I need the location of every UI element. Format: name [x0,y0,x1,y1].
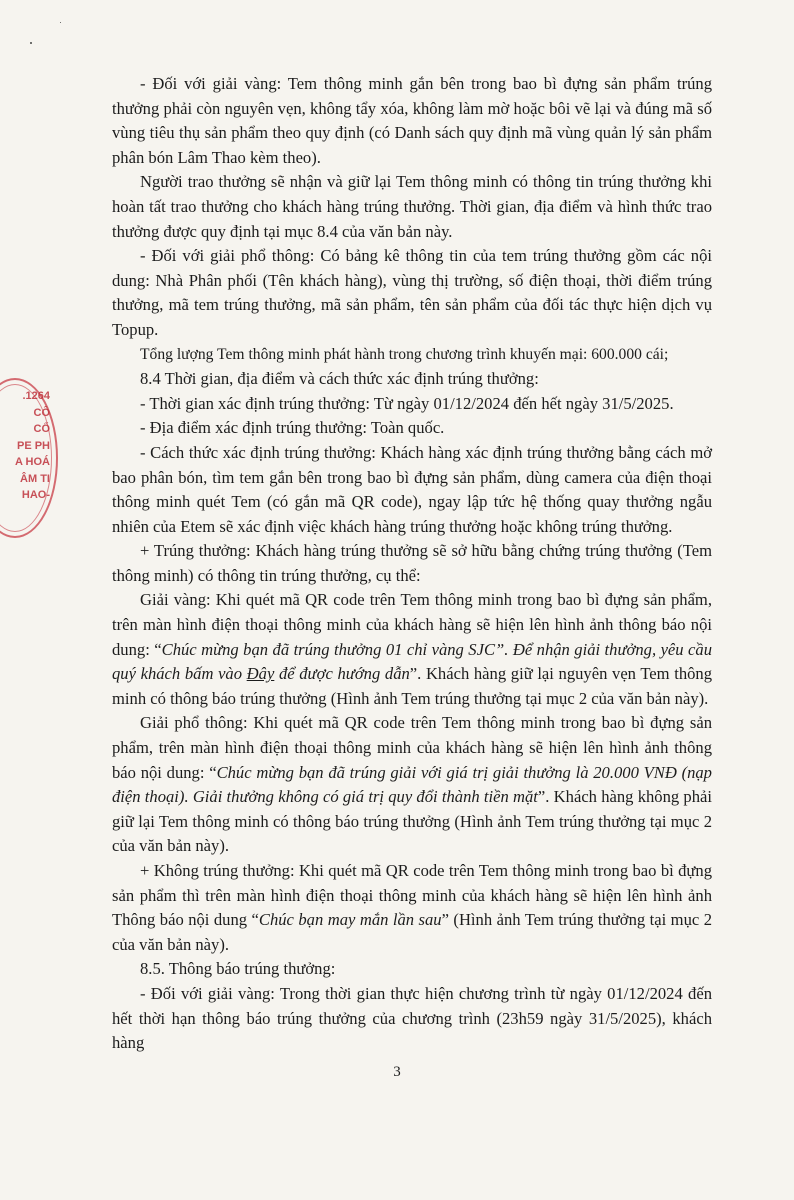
seal-text-line: A HOÁ [14,456,50,468]
paragraph-award-retention: Người trao thưởng sẽ nhận và giữ lại Tem thông minh có thông tin trúng thưởng khi hoàn tất trao thưởng cho khách hàng trúng thưởng. Thời gian, địa điểm và hình thức trao thưởng được quy định tại mục 8.4 của văn bản này. [112,172,712,241]
paragraph-location: - Địa điểm xác định trúng thưởng: Toàn quốc. [140,418,445,438]
paragraph-no-win [112,859,712,957]
gold-text-2: ”. Khách hàng giữ lại nguyên vẹn Tem thông minh có thông báo trúng thưởng (Hình ảnh Tem trúng thưởng tại mục 2 của văn bản này). [112,664,713,708]
paragraph-time: - Thời gian xác định trúng thưởng: Từ ngày 01/12/2024 đến hết ngày 31/5/2025. [140,393,674,413]
common-text-1: Giải phổ thông: Khi quét mã QR code trên Tem thông minh trong bao bì đựng sản phẩm, trên màn hình điện thoại thông minh của khách hàng sẽ hiện lên hình ảnh thông báo nội dung: “ [112,713,712,782]
paragraph-gold-notice: - Đối với giải vàng: Trong thời gian thực hiện chương trình từ ngày 01/12/2024 đến hết thời hạn thông báo trúng thưởng của chương trình (23h59 ngày 31/5/2025), khách hàng [112,983,712,1053]
seal-text-line: CÔ [33,406,50,419]
paragraph-winning: + Trúng thưởng: Khách hàng trúng thưởng sẽ sở hữu bằng chứng trúng thưởng (Tem thông minh) có thông tin trúng thưởng, cụ thể: [112,541,712,585]
paragraph-gold-condition: - Đối với giải vàng: Tem thông minh gắn bên trong bao bì đựng sản phẩm trúng thưởng phải còn nguyên vẹn, không tẩy xóa, không làm mờ hoặc bôi vẽ lại và đúng mã số vùng tiêu thụ sản phẩm theo quy định (có Danh sách quy định mã vùng quản lý sản phẩm phân bón Lâm Thao kèm theo). [112,74,712,167]
paragraph-gold-prize [112,588,712,711]
section-heading-8-4: 8.4 Thời gian, địa điểm và cách thức xác định trúng thưởng: [140,369,539,389]
document-body [112,72,712,1056]
gold-link-here[interactable]: Đây [246,664,275,684]
nowin-text-1: + Không trúng thưởng: Khi quét mã QR code trên Tem thông minh trong bao bì đựng sản phẩm thì trên màn hình điện thoại thông minh của khách hàng sẽ hiện lên hình ảnh Thông báo nội dung “ [112,861,712,930]
gold-quote-2: để được hướng dẫn [274,664,410,684]
gold-text-1: Giải vàng: Khi quét mã QR code trên Tem thông minh trong bao bì đựng sản phẩm, trên màn hình điện thoại thông minh của khách hàng sẽ hiện lên hình ảnh thông báo nội dung: “ [112,590,712,659]
nowin-text-2: ” (Hình ảnh Tem trúng thưởng tại mục 2 của văn bản này). [112,910,713,954]
company-seal-stamp [0,378,58,538]
seal-text-line: ÂM TI [20,472,50,485]
paragraph-common-condition: - Đối với giải phổ thông: Có bảng kê thông tin của tem trúng thưởng gồm các nội dung: Nhà Phân phối (Tên khách hàng), vùng thị trường, số điện thoại, thời điểm trúng thưởng, mã tem trúng thưởng, mã sản phẩm, tên sản phẩm của đối tác thực hiện dịch vụ Topup. [112,246,712,339]
common-quote: Chúc mừng bạn đã trúng giải với giá trị giải thưởng là 20.000 VNĐ (nạp điện thoại). Giải thưởng không có giá trị quy đổi thành tiền mặt [112,762,712,807]
gold-quote-1: Chúc mừng bạn đã trúng thưởng 01 chỉ vàng SJC”. Để nhận giải thưởng, yêu cầu quý khách bấm vào [112,639,713,684]
paragraph-common-prize [112,711,712,859]
paragraph-method: - Cách thức xác định trúng thưởng: Khách hàng xác định trúng thưởng bằng cách mở bao phân bón, tìm tem gắn bên trong bao bì đựng sản phẩm, dùng camera của điện thoại thông minh quét Tem (có gắn mã QR code), ngay lập tức hệ thống quay thưởng ngẫu nhiên của Etem sẽ xác định việc khách hàng trúng thưởng hoặc không trúng thưởng. [112,442,712,536]
seal-text-line: PE PH [16,439,50,452]
page-number: 3 [393,1064,401,1080]
scan-speck [30,42,32,44]
seal-text-line: CỔ [33,423,50,435]
paragraph-total-stamps: Tổng lượng Tem thông minh phát hành trong chương trình khuyến mại: 600.000 cái; [140,345,669,363]
seal-text-line: HAO- [21,489,50,501]
nowin-quote: Chúc bạn may mắn lần sau [258,910,442,930]
scan-speck [60,22,61,23]
common-text-2: ”. Khách hàng không phải giữ lại Tem thông minh có thông báo trúng thưởng (Hình ảnh Tem trúng thưởng tại mục 2 của văn bản này). [112,787,712,856]
section-heading-8-5: 8.5. Thông báo trúng thưởng: [140,959,336,979]
seal-text-line: .1264 [22,390,50,402]
